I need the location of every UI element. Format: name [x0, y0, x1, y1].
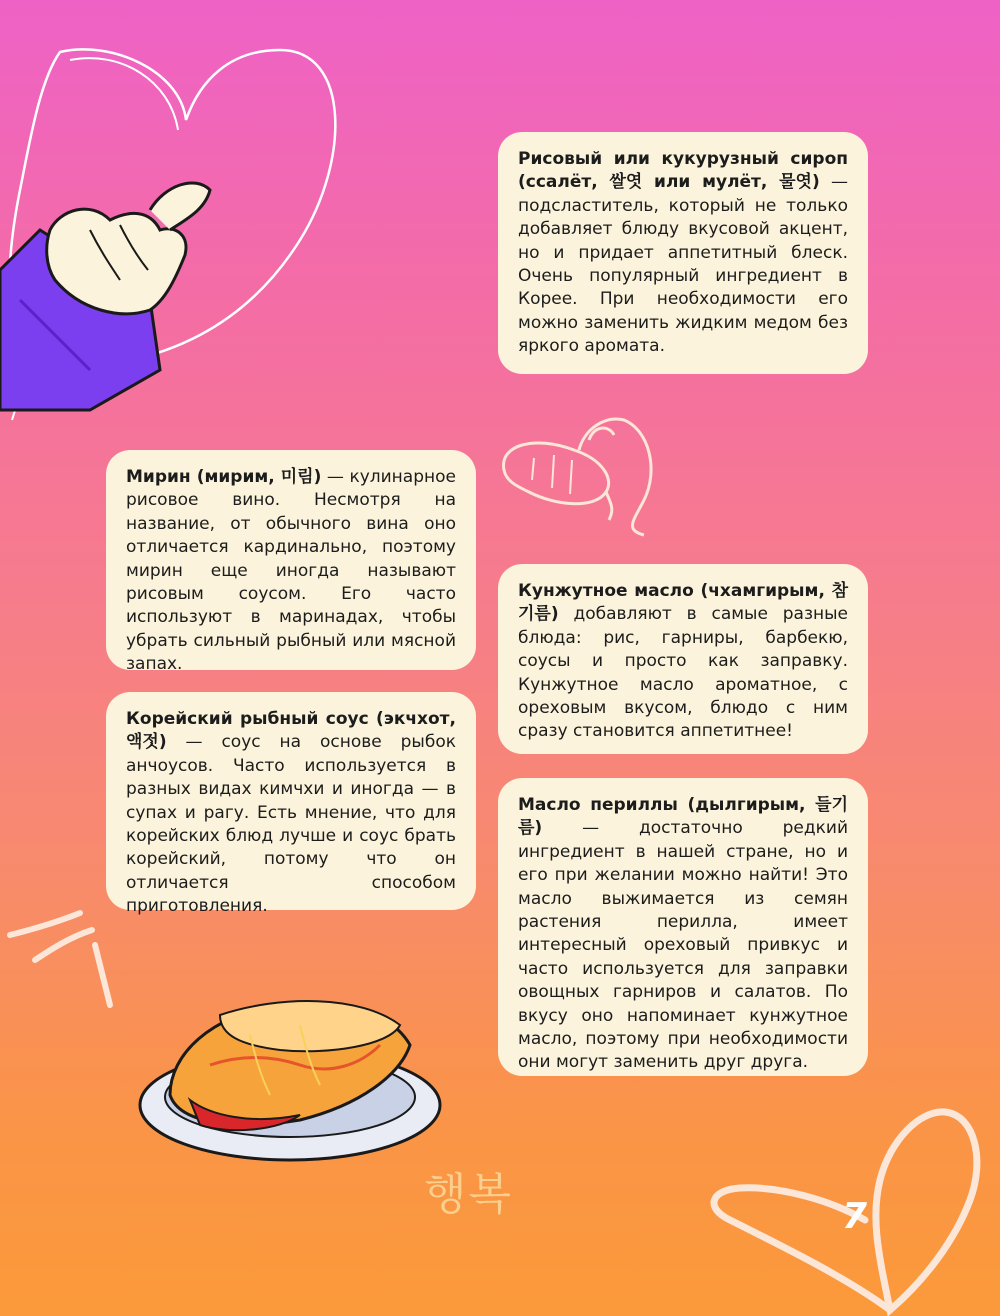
card-term: Кунжутное масло (чхамгирым, 참기름)	[518, 581, 848, 625]
card-perilla-oil	[498, 778, 868, 1076]
finger-heart-hand-icon	[0, 170, 220, 420]
card-sesame-oil	[498, 564, 868, 754]
card-term: Масло периллы (дылгирым, 들기름)	[518, 795, 848, 839]
card-term: Мирин (мирим, 미림)	[126, 467, 322, 487]
card-rice-syrup	[498, 132, 868, 374]
card-text: — подсластитель, который не только добавляет блюду вкусовой акцент, но и придает аппетитный блеск. Очень популярный ингредиент в Корее. При необходимости его можно заменить жидким медом без яркого аромата.	[518, 172, 848, 357]
card-text: — соус на основе рыбок анчоусов. Часто используется в разных видах кимчхи и иногда — в супах и рагу. Есть мнение, что для корейских блюд лучше и соус брать корейский, потому что он отличается способом приготовления.	[126, 732, 456, 917]
card-mirin	[106, 450, 476, 675]
card-text: — кулинарное рисовое вино. Несмотря на название, от обычного вина оно отличается кардинально, поэтому мирин еще иногда называют рисовым соусом. Его часто используют в маринадах, чтобы убрать сильный рыбный или мясной запах.	[126, 467, 456, 675]
spark-strokes-icon	[0, 905, 140, 1015]
card-fish-sauce	[106, 692, 476, 917]
hangul-decoration: 행복	[424, 1169, 514, 1220]
card-text: добавляют в самые разные блюда: рис, гарниры, барбекю, соусы и просто как заправку. Кунжутное масло ароматное, с ореховым вкусом, блюдо с ним сразу становится аппетитнее!	[518, 604, 848, 742]
card-text: — достаточно редкий ингредиент в нашей стране, но и его при желании можно найти! Это масло выжимается из семян растения перилла, имеет интересный ореховый привкус и часто используется для заправки овощных гарниров и салатов. По вкусу оно напоминает кунжутное масло, поэтому при необходимости они могут заменить друг друга.	[518, 818, 848, 1073]
card-term: Корейский рыбный соус (экчхот, 액젓)	[126, 709, 456, 753]
kimchi-plate-icon	[130, 985, 450, 1175]
shrimp-icon	[494, 410, 664, 540]
page-number: 7	[842, 1196, 868, 1237]
card-term: Рисовый или кукурузный сироп (ссалёт, 쌀엿 или мулёт, 물엿)	[518, 149, 848, 193]
